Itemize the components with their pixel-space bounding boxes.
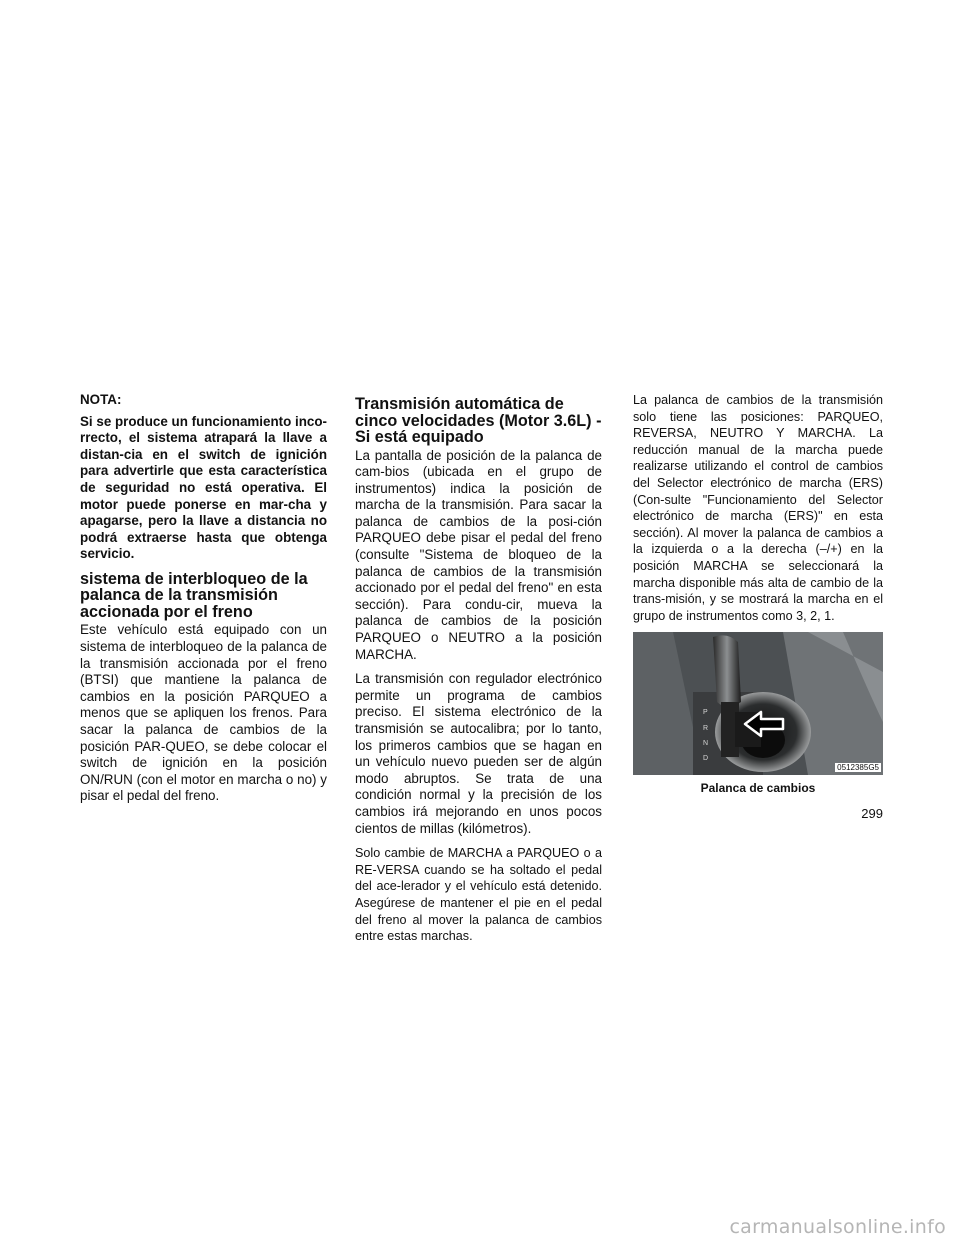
btsi-paragraph: Este vehículo está equipado con un sistema de interbloqueo de la palanca de la transmisión accionada por el freno (BTSI) que mantiene la palanca de cambios en la posición PARQUEO a menos que se apliquen los frenos. Para sacar la palanca de cambios de la posición PAR-QUEO, se debe colocar el switch de ignición en la posición ON/RUN (con el motor en marcha o no) y pisar el pedal del freno. [80, 622, 327, 804]
section-heading-btsi: sistema de interbloqueo de la palanca de la transmisión accionada por el freno [80, 569, 308, 621]
gear-label-n: N [703, 740, 709, 748]
gear-label-r: R [703, 725, 709, 733]
gear-lever-photo [633, 632, 883, 775]
gear-label-d: D [703, 755, 709, 763]
gear-lever-illustration [633, 632, 883, 775]
page-number: 299 [861, 806, 883, 821]
note-body: Si se produce un funcionamiento inco-rrecto, el sistema atrapará la llave a distan-cia en el switch de ignición para advertirle que esta característica de seguridad no está operativa. El motor puede ponerse en mar-cha y apagarse, pero la llave a distancia no podrá extraerse hasta que obtenga servicio. [80, 413, 328, 562]
figure-caption: Palanca de cambios [700, 781, 816, 796]
transmission-paragraph-1: La pantalla de posición de la palanca de cam-bios (ubicada en el grupo de instrumentos) indica la posición de marcha de la transmisión. Para sacar la palanca de cambios de la posi-ción PARQUEO debe pisar el pedal del freno (consulte "Sistema de bloqueo de la palanca de cambios de la transmisión accionado por el pedal del freno" en esta sección). Para condu-cir, mueva la palanca de cambios de la posición PARQUEO o NEUTRO a la posición MARCHA. [355, 447, 602, 662]
section-heading-transmission: Transmisión automática de cinco velocidades (Motor 3.6L) - Si está equipado [355, 395, 602, 446]
watermark: carmanualsonline.info [729, 1216, 946, 1238]
transmission-paragraph-2: La transmisión con regulador electrónico permite un programa de cambios preciso. El sistema electrónico de la transmisión se autocalibra; por lo tanto, los primeros cambios que se hagan en un vehículo nuevo pueden ser de algún modo abruptos. Se trata de una condición normal y la precisión de los cambios irá mejorando en unos pocos cientos de millas (kilómetros). [355, 671, 602, 836]
column-middle [355, 392, 602, 953]
figure-code: 0512385G5 [837, 763, 879, 773]
column-left [80, 392, 327, 813]
transmission-paragraph-3: Solo cambie de MARCHA a PARQUEO o a RE-VERSA cuando se ha soltado el pedal del ace-lerador y el vehículo está detenido. Asegúrese de mantener el pie en el pedal del freno al mover la palanca de cambios entre estas marchas. [355, 846, 602, 944]
note-label: NOTA: [80, 392, 122, 407]
gear-label-p: P [703, 709, 708, 717]
column-right [633, 392, 883, 797]
gear-positions-paragraph: La palanca de cambios de la transmisión solo tiene las posiciones: PARQUEO, REVERSA, NEUTRO Y MARCHA. La reducción manual de la marcha puede realizarse utilizando el control de cambios del Selector electrónico de marcha (ERS) (Con-sulte "Funcionamiento del Selector electrónico de marcha (ERS)" en esta sección). Al mover la palanca de cambios a la izquierda o a la derecha (–/+) en la posición MARCHA se seleccionará la marcha disponible más alta de cambio de la trans-misión, y se mostrará la marcha en el grupo de instrumentos como 3, 2, 1. [633, 393, 883, 623]
